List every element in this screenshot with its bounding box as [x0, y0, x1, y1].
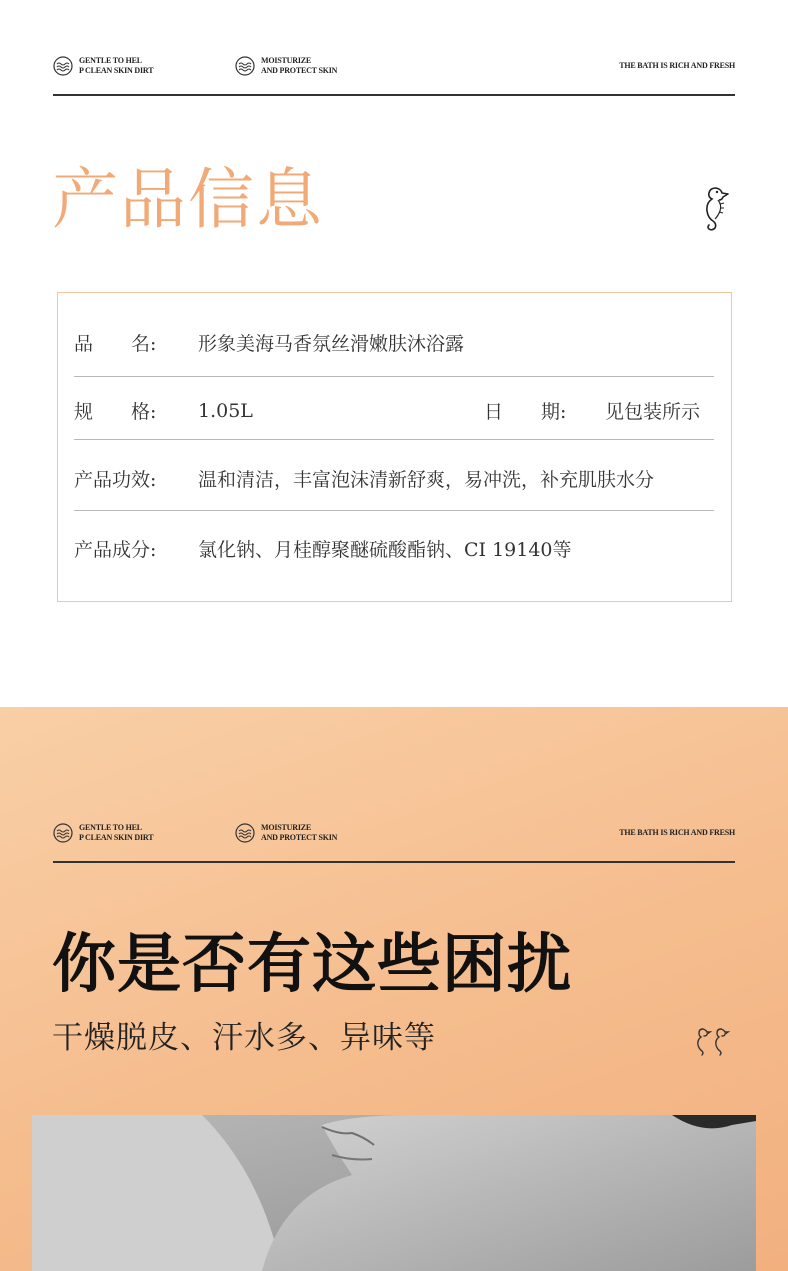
header-divider: [53, 94, 735, 96]
concern-title: 你是否有这些困扰: [52, 927, 572, 1002]
tagline: THE BATH IS RICH AND FRESH: [619, 61, 735, 70]
badge-gentle-line1: GENTLE TO HEL: [79, 56, 142, 65]
wave-circle-icon: [53, 56, 73, 76]
row-divider: [74, 376, 714, 377]
badge-gentle-line2: P CLEAN SKIN DIRT: [79, 66, 154, 75]
product-name-value: 形象美海马香氛丝滑嫩肤沐浴露: [198, 333, 465, 355]
header-divider: [53, 861, 735, 863]
badge-gentle: [53, 823, 153, 843]
effect-label: 产品功效:: [74, 469, 157, 491]
badge-moisturize-line1: MOISTURIZE: [261, 823, 312, 832]
spec-label: 规 格:: [74, 401, 157, 423]
wave-circle-icon: [235, 823, 255, 843]
seahorse-pair-icon: [694, 1026, 734, 1056]
row-spec-date: [74, 397, 715, 424]
row-effect: [74, 465, 715, 492]
row-divider: [74, 510, 714, 511]
badge-gentle: [53, 56, 153, 76]
model-photo: [32, 1115, 756, 1271]
section-header-bar: [53, 823, 735, 863]
row-divider: [74, 439, 714, 440]
badge-moisturize-line2: AND PROTECT SKIN: [261, 833, 338, 842]
ingredient-label: 产品成分:: [74, 539, 157, 561]
wave-circle-icon: [235, 56, 255, 76]
row-ingredient: [74, 535, 715, 562]
badge-moisturize-line1: MOISTURIZE: [261, 56, 312, 65]
badge-moisturize-line2: AND PROTECT SKIN: [261, 66, 338, 75]
spec-value: 1.05L: [198, 399, 253, 422]
top-header-bar: [53, 56, 735, 96]
seahorse-icon: [698, 184, 732, 232]
badge-moisturize: [235, 823, 337, 843]
concern-subtitle: 干燥脱皮、汗水多、异味等: [52, 1020, 436, 1056]
model-photo-illustration: [32, 1115, 756, 1271]
badge-gentle-line2: P CLEAN SKIN DIRT: [79, 833, 154, 842]
date-value: 见包装所示: [605, 401, 701, 423]
info-title: 产品信息: [52, 161, 324, 238]
row-product-name: [74, 329, 715, 356]
badge-moisturize: [235, 56, 337, 76]
wave-circle-icon: [53, 823, 73, 843]
date-label: 日 期:: [484, 401, 567, 423]
effect-value: 温和清洁，丰富泡沫清新舒爽，易冲洗，补充肌肤水分: [198, 469, 655, 491]
ingredient-value: 氯化钠、月桂醇聚醚硫酸酯钠、CI 19140等: [198, 539, 572, 561]
tagline: THE BATH IS RICH AND FRESH: [619, 828, 735, 837]
badge-gentle-line1: GENTLE TO HEL: [79, 823, 142, 832]
product-name-label: 品 名:: [74, 333, 157, 355]
product-info-table: [57, 292, 732, 602]
